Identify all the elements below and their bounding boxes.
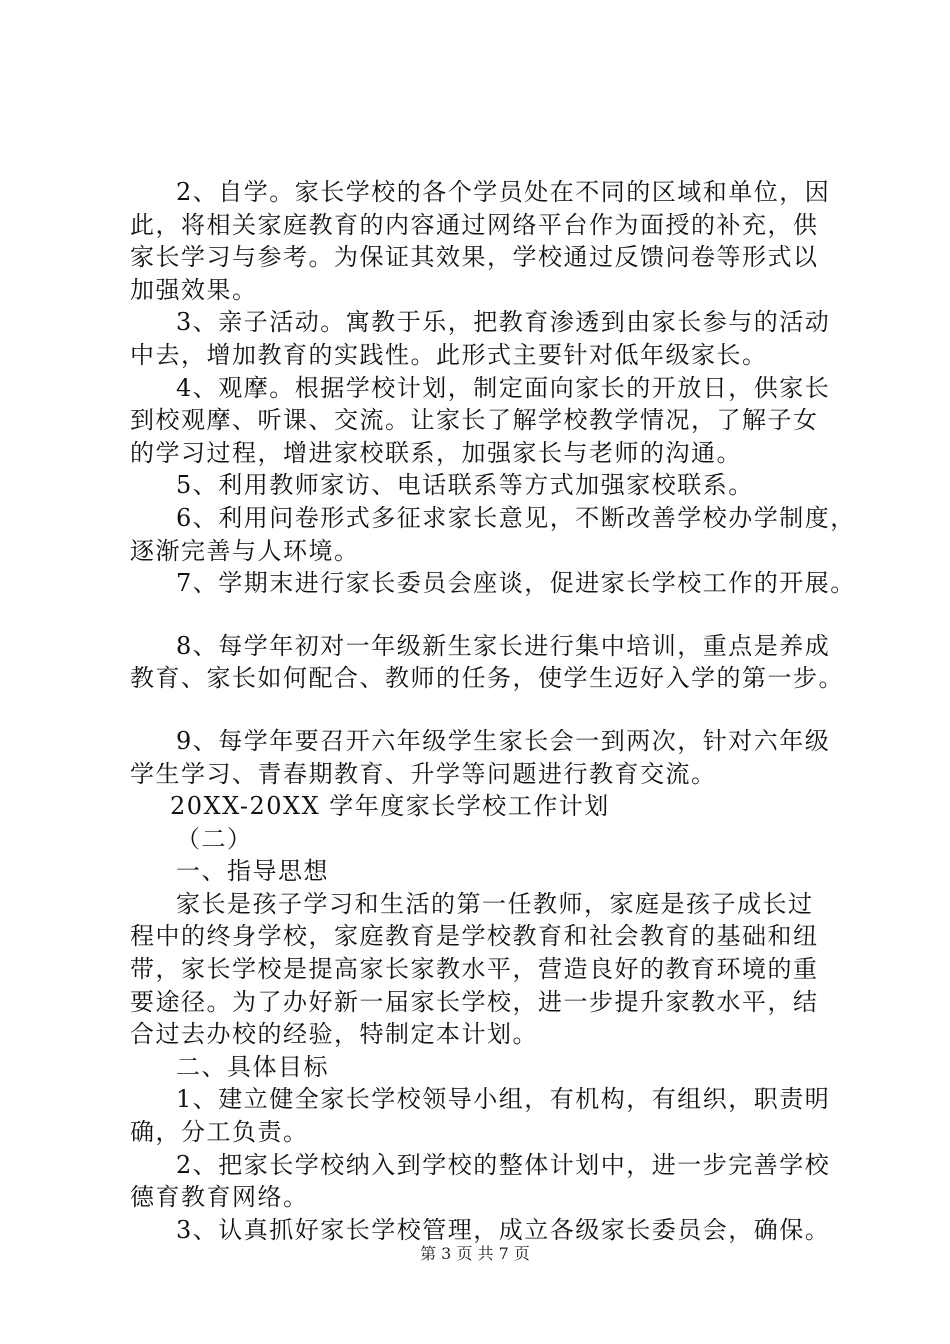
- paragraph-line: 9、每学年要召开六年级学生家长会一到两次，针对六年级: [176, 726, 831, 755]
- paragraph-line: 的学习过程，增进家校联系，加强家长与老师的沟通。: [130, 438, 742, 467]
- paragraph-line: 5、利用教师家访、电话联系等方式加强家校联系。: [176, 471, 754, 500]
- paragraph-gap: [130, 600, 840, 630]
- paragraph-gap: [130, 695, 840, 725]
- paragraph-line: 1、建立健全家长学校领导小组，有机构，有组织，职责明: [176, 1085, 831, 1114]
- paragraph-line: 带，家长学校是提高家长家教水平，营造良好的教育环境的重: [130, 955, 819, 984]
- paragraph-line: 德育教育网络。: [130, 1183, 309, 1212]
- paragraph-line: 逐渐完善与人环境。: [130, 536, 360, 565]
- paragraph-line: 家长是孩子学习和生活的第一任教师，家庭是孩子成长过: [176, 889, 814, 918]
- paragraph-line: 6、利用问卷形式多征求家长意见，不断改善学校办学制度，: [176, 503, 856, 532]
- paragraph-line: 学生学习、青春期教育、升学等问题进行教育交流。: [130, 759, 717, 788]
- paragraph-line: 教育、家长如何配合、教师的任务，使学生迈好入学的第一步。: [130, 664, 844, 693]
- paragraph-line: 4、观摩。根据学校计划，制定面向家长的开放日，供家长: [176, 373, 831, 402]
- paragraph-line: 此，将相关家庭教育的内容通过网络平台作为面授的补充，供: [130, 210, 819, 239]
- paragraph-line: 7、学期末进行家长委员会座谈，促进家长学校工作的开展。: [176, 569, 856, 598]
- paragraph-line: 确，分工负责。: [130, 1118, 309, 1147]
- paragraph-line: 到校观摩、听课、交流。让家长了解学校教学情况，了解子女: [130, 406, 819, 435]
- paragraph-line: 中去，增加教育的实践性。此形式主要针对低年级家长。: [130, 340, 768, 369]
- section-heading: 二、具体目标: [176, 1052, 329, 1081]
- paragraph-line: 要途径。为了办好新一届家长学校，进一步提升家教水平，结: [130, 987, 819, 1016]
- paragraph-line: 家长学习与参考。为保证其效果，学校通过反馈问卷等形式以: [130, 243, 819, 272]
- paragraph-line: 合过去办校的经验，特制定本计划。: [130, 1020, 538, 1049]
- section-title: 20XX-20XX 学年度家长学校工作计划: [170, 792, 610, 821]
- paragraph-line: 加强效果。: [130, 275, 258, 304]
- paragraph-line: 2、把家长学校纳入到学校的整体计划中，进一步完善学校: [176, 1150, 831, 1179]
- paragraph-line: 2、自学。家长学校的各个学员处在不同的区域和单位，因: [176, 178, 831, 206]
- paragraph-line: 3、亲子活动。寓教于乐，把教育渗透到由家长参与的活动: [176, 308, 831, 337]
- section-subtitle: （二）: [176, 824, 253, 853]
- document-body: [130, 176, 856, 1246]
- paragraph-line: 3、认真抓好家长学校管理，成立各级家长委员会，确保。: [176, 1215, 831, 1244]
- paragraph-line: 8、每学年初对一年级新生家长进行集中培训，重点是养成: [176, 631, 831, 660]
- page-number-footer: 第 3 页 共 7 页: [420, 1244, 530, 1263]
- paragraph-line: 程中的终身学校，家庭教育是学校教育和社会教育的基础和纽: [130, 922, 819, 951]
- section-heading: 一、指导思想: [176, 857, 329, 886]
